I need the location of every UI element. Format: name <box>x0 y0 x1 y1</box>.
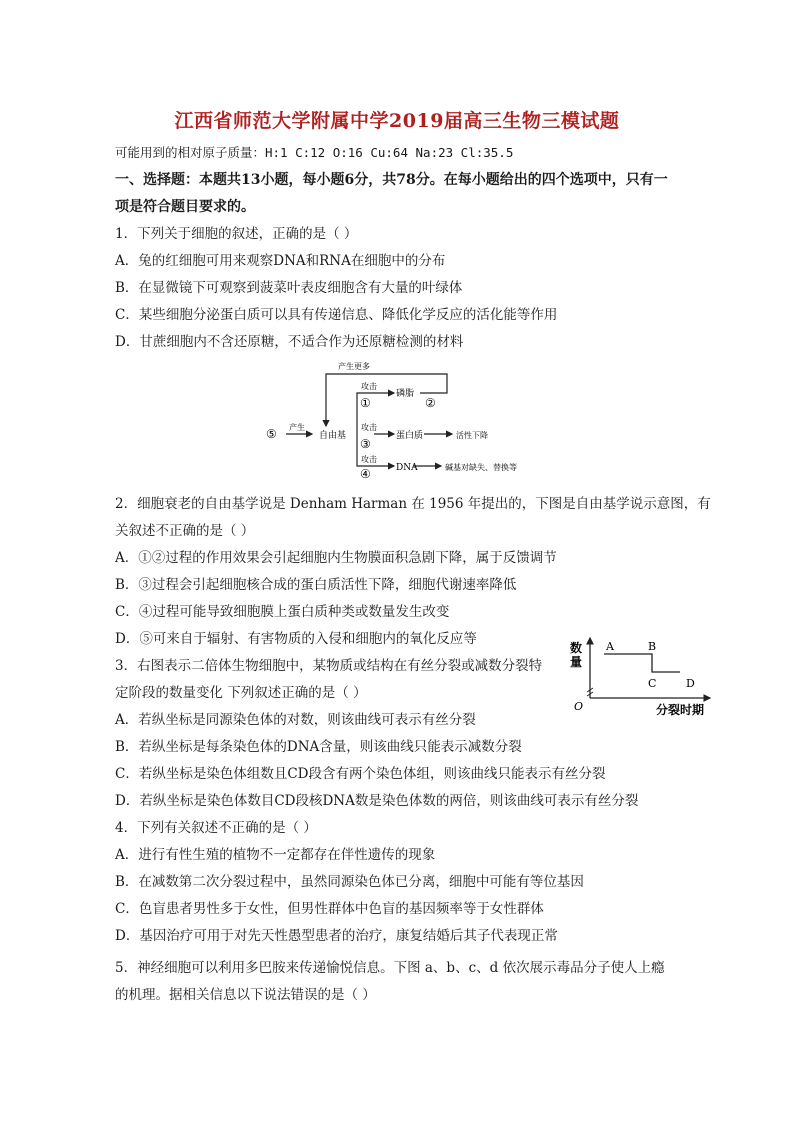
q2-option-c: C．④过程可能导致细胞膜上蛋白质种类或数量发生改变 <box>115 604 450 620</box>
activity-down-label: 活性下降 <box>456 431 488 440</box>
q1-stem: 1．下列关于细胞的叙述，正确的是（ ） <box>115 226 358 242</box>
point-a-label: A <box>606 640 614 653</box>
step-2-marker: ② <box>425 396 436 410</box>
q1-option-b: B．在显微镜下可观察到菠菜叶表皮细胞含有大量的叶绿体 <box>115 280 463 296</box>
step-3-marker: ③ <box>360 437 371 451</box>
q3-option-a: A．若纵坐标是同源染色体的对数，则该曲线可表示有丝分裂 <box>115 712 476 728</box>
free-radical-label: 自由基 <box>319 431 347 441</box>
attack-label-2: 攻击 <box>361 423 377 432</box>
q1-option-c: C．某些细胞分泌蛋白质可以具有传递信息、降低化学反应的活化能等作用 <box>115 307 558 323</box>
graph-ylabel-line1: 数 <box>570 641 583 655</box>
q5-stem-line1: 5．神经细胞可以利用多巴胺来传递愉悦信息。下图 a、b、c、d 依次展示毒品分子使人上瘾 <box>115 960 665 976</box>
q2-option-a: A．①②过程的作用效果会引起细胞内生物膜面积急剧下降，属于反馈调节 <box>115 550 557 566</box>
q4-option-b: B．在减数第二次分裂过程中，虽然同源染色体已分离，细胞中可能有等位基因 <box>115 874 584 890</box>
attack-label-1: 攻击 <box>361 382 377 391</box>
dna-label: DNA <box>396 463 418 473</box>
produce-more-label: 产生更多 <box>338 362 370 371</box>
graph-xlabel: 分裂时期 <box>656 703 705 717</box>
q4-option-d: D．基因治疗可用于对先天性愚型患者的治疗，康复结婚后其子代表现正常 <box>115 928 558 944</box>
atomic-mass-line: 可能用到的相对原子质量：H:1 C:12 O:16 Cu:64 Na:23 Cl:35.5 <box>115 145 514 160</box>
origin-label: O <box>574 700 584 713</box>
section-header-line2: 项是符合题目要求的。 <box>115 199 255 215</box>
q4-option-c: C．色盲患者男性多于女性，但男性群体中色盲的基因频率等于女性群体 <box>115 901 544 917</box>
point-c-label: C <box>648 677 657 690</box>
q1-option-d: D．甘蔗细胞内不含还原糖，不适合作为还原糖检测的材料 <box>115 334 464 350</box>
q5-stem-line2: 的机理。据相关信息以下说法错误的是（ ） <box>115 987 376 1003</box>
quantity-change-graph <box>560 632 722 720</box>
phospholipid-label: 磷脂 <box>396 389 415 399</box>
q2-option-d: D．⑤可来自于辐射、有害物质的入侵和细胞内的氧化反应等 <box>115 631 477 647</box>
page-title: 江西省师范大学附属中学2019届高三生物三模试题 <box>174 110 620 132</box>
section-header-line1: 一、选择题：本题共13小题，每小题6分，共78分。在每小题给出的四个选项中，只有一 <box>115 172 668 188</box>
q3-stem-line1: 3．右图表示二倍体生物细胞中，某物质或结构在有丝分裂或减数分裂特 <box>115 658 543 674</box>
q2-option-b: B．③过程会引起细胞核合成的蛋白质活性下降，细胞代谢速率降低 <box>115 577 517 593</box>
step-4-marker: ④ <box>360 467 371 480</box>
q1-option-a: A．兔的红细胞可用来观察DNA和RNA在细胞中的分布 <box>115 253 446 269</box>
produce-label: 产生 <box>289 423 305 432</box>
point-b-label: B <box>648 640 657 653</box>
q3-stem-line2: 定阶段的数量变化 下列叙述正确的是（ ） <box>115 685 367 701</box>
q3-option-c: C．若纵坐标是染色体组数且CD段含有两个染色体组，则该曲线只能表示有丝分裂 <box>115 766 606 782</box>
protein-label: 蛋白质 <box>396 431 424 441</box>
q3-option-b: B．若纵坐标是每条染色体的DNA含量，则该曲线只能表示减数分裂 <box>115 739 522 755</box>
q4-option-a: A．进行有性生殖的植物不一定都存在伴性遗传的现象 <box>115 847 436 863</box>
q2-stem-line2: 关叙述不正确的是（ ） <box>115 523 255 539</box>
q2-stem-line1: 2．细胞衰老的自由基学说是 Denham Harman 在 1956 年提出的，下图是自由基学说示意图，有 <box>115 496 711 512</box>
step-1-marker: ① <box>360 396 371 410</box>
point-d-label: D <box>686 677 695 690</box>
free-radical-diagram <box>262 360 542 480</box>
q4-stem: 4．下列有关叙述不正确的是（ ） <box>115 820 317 836</box>
base-change-label: 碱基对缺失、替换等 <box>445 463 517 472</box>
step-5-marker: ⑤ <box>266 427 277 441</box>
graph-ylabel-line2: 量 <box>570 655 583 669</box>
attack-label-3: 攻击 <box>361 455 377 464</box>
q3-option-d: D．若纵坐标是染色体数目CD段核DNA数是染色体数的两倍，则该曲线可表示有丝分裂 <box>115 793 639 809</box>
